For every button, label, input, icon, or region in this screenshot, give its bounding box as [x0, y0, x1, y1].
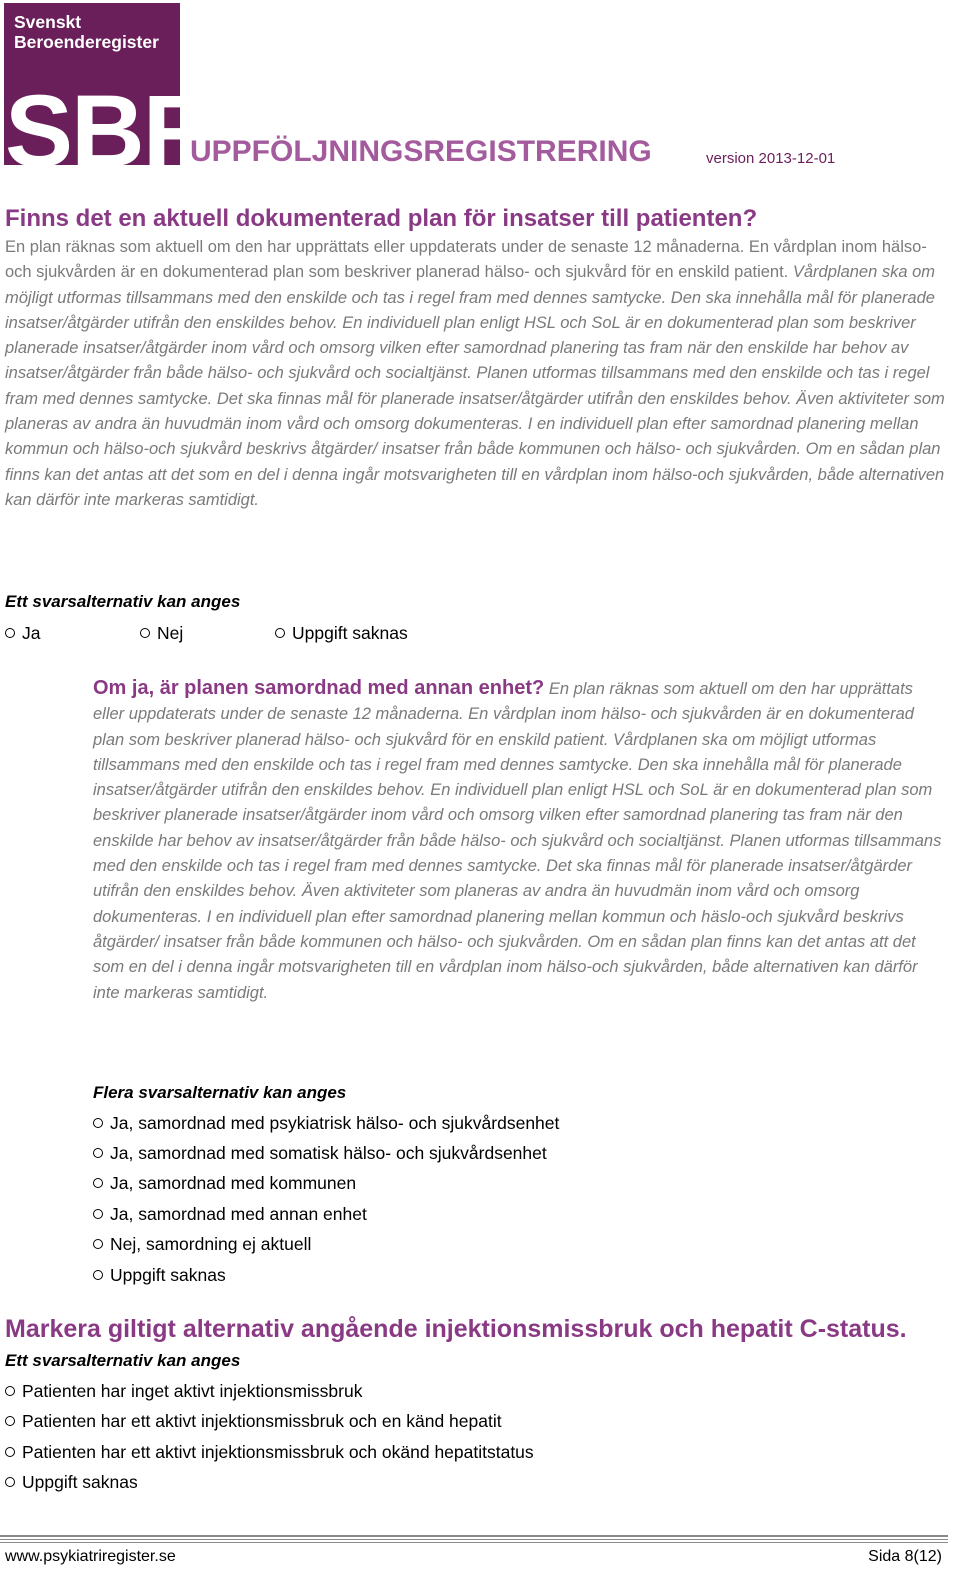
question-2-heading: Om ja, är planen samordnad med annan enhet? [93, 677, 545, 699]
question-1-option-ja[interactable] [5, 622, 40, 644]
question-3-option-kand-hepatit[interactable] [5, 1410, 502, 1432]
question-1-option-nej[interactable] [140, 622, 183, 644]
option-label: Ja, samordnad med psykiatrisk hälso- och sjukvårdsenhet [110, 1112, 560, 1133]
question-1-option-uppgift-saknas[interactable] [275, 622, 408, 644]
option-label: Nej [157, 622, 184, 643]
question-1-heading: Finns det en aktuell dokumenterad plan för insatser till patienten? [5, 205, 758, 232]
question-1-answer-label: Ett svarsalternativ kan anges [5, 592, 241, 611]
option-label: Patienten har inget aktivt injektionsmissbruk [22, 1380, 363, 1401]
radio-circle-icon[interactable] [5, 1416, 15, 1426]
checkbox-circle-icon[interactable] [93, 1209, 103, 1219]
checkbox-circle-icon[interactable] [93, 1178, 103, 1188]
question-3-option-uppgift-saknas[interactable] [5, 1471, 138, 1493]
question-2-option-somatisk[interactable] [93, 1142, 547, 1164]
question-3-answer-label: Ett svarsalternativ kan anges [5, 1351, 241, 1370]
checkbox-circle-icon[interactable] [93, 1239, 103, 1249]
question-2-option-psykiatrisk[interactable] [93, 1112, 559, 1134]
question-1-help-plain: En plan räknas som aktuell om den har upprättats eller uppdaterats under de senaste 12 månaderna. En vårdplan inom hälso- och sjukvården är en dokumenterad plan som beskriver planerad hälso- och sjukvård för en enskild patient. [5, 238, 927, 282]
question-2-block [93, 676, 948, 1006]
radio-circle-icon[interactable] [5, 1386, 15, 1396]
option-label: Patienten har ett aktivt injektionsmissbruk och en känd hepatit [22, 1410, 502, 1431]
sbr-logo [4, 3, 215, 188]
logo-line-1: Svenskt [14, 12, 82, 32]
document-version: version 2013-12-01 [706, 150, 836, 167]
radio-circle-icon[interactable] [140, 628, 150, 638]
option-label: Uppgift saknas [292, 622, 408, 643]
checkbox-circle-icon[interactable] [93, 1148, 103, 1158]
checkbox-circle-icon[interactable] [93, 1118, 103, 1128]
option-label: Ja, samordnad med somatisk hälso- och sjukvårdsenhet [110, 1142, 547, 1163]
option-label: Ja, samordnad med annan enhet [110, 1203, 367, 1224]
option-label: Nej, samordning ej aktuell [110, 1233, 312, 1254]
question-2-option-annan-enhet[interactable] [93, 1203, 367, 1225]
question-2-help-text: En plan räknas som aktuell om den har upprättats eller uppdaterats under de senaste 12 månaderna. En vårdplan inom hälso- och sjukvården är en dokumenterad plan som beskriver planerad hälso- och sjukvård för en enskild patient. Vårdplanen ska om möjligt utformas tillsammans med den enskilde och tas i regel fram med dennes samtycke. Den ska innehålla mål för planerade insatser/åtgärder utifrån den enskildes behov. En individuell plan enligt HSL och SoL är en dokumenterad plan som beskriver planerade insatser/åtgärder inom vård och omsorg vilken efter samordnad planering tas fram när den enskilde har behov av insatser/åtgärder från både hälso- och sjukvård och socialtjänst. Planen utformas tillsammans med den enskilde och tas i regel fram med dennes samtycke. Det ska finnas mål för planerade insatser/åtgärder utifrån den enskildes behov. Även aktiviteter som planeras av andra än huvudmän inom vård och omsorg dokumenteras. I en individuell plan efter samordnad planering mellan kommun och häslo-och sjukvård beskrivs åtgärder/ insatser från både kommunen och hälso- och sjukvården. Om en sådan plan finns kan det antas att det som en del i denna ingår motsvarigheten till en vårdplan inom hälso-och sjukvården, både alternativen kan därför inte markeras samtidigt. [93, 680, 942, 1002]
logo-line-2: Beroenderegister [14, 32, 159, 52]
radio-circle-icon[interactable] [5, 1447, 15, 1457]
logo-acronym: SBR [5, 74, 215, 188]
footer-page-number: Sida 8(12) [868, 1548, 942, 1565]
question-2-option-ej-aktuell[interactable] [93, 1233, 311, 1255]
radio-circle-icon[interactable] [5, 1477, 15, 1487]
option-label: Ja, samordnad med kommunen [110, 1172, 357, 1193]
radio-circle-icon[interactable] [275, 628, 285, 638]
question-3-option-okand-hepatitstatus[interactable] [5, 1441, 534, 1463]
document-title: UPPFÖLJNINGSREGISTRERING [190, 135, 652, 168]
option-label: Uppgift saknas [22, 1471, 138, 1492]
question-3-option-inget-aktivt[interactable] [5, 1380, 362, 1402]
radio-circle-icon[interactable] [5, 628, 15, 638]
footer-url: www.psykiatriregister.se [5, 1548, 176, 1565]
question-1-help-text [5, 235, 945, 513]
option-label: Uppgift saknas [110, 1264, 226, 1285]
question-2-option-uppgift-saknas[interactable] [93, 1264, 226, 1286]
footer-divider [0, 1535, 948, 1543]
question-3-heading: Markera giltigt alternativ angående injektionsmissbruk och hepatit C-status. [5, 1315, 907, 1343]
checkbox-circle-icon[interactable] [93, 1270, 103, 1280]
option-label: Patienten har ett aktivt injektionsmissbruk och okänd hepatitstatus [22, 1441, 534, 1462]
question-2-option-kommunen[interactable] [93, 1172, 356, 1194]
question-2-answer-label: Flera svarsalternativ kan anges [93, 1083, 347, 1102]
question-1-help-italic: Vårdplanen ska om möjligt utformas tillsammans med den enskilde och tas i regel fram med dennes samtycke. Den ska innehålla mål för planerade insatser/åtgärder utifrån den enskildes behov. En individuell plan enligt HSL och SoL är en dokumenterad plan som beskriver planerade insatser/åtgärder inom vård och omsorg vilken efter samordnad planering tas fram när den enskilde har behov av insatser/åtgärder från både hälso- och sjukvård och socialtjänst. Planen utformas tillsammans med den enskilde och tas i regel fram med dennes samtycke. Det ska finnas mål för planerade insatser/åtgärder utifrån den enskildes behov. Även aktiviteter som planeras av andra än huvudmän inom vård och omsorg dokumenteras. I en individuell plan efter samordnad planering mellan kommun och hälso-och sjukvård beskrivs åtgärder/ insatser från både kommunen och hälso- och sjukvården. Om en sådan plan finns kan det antas att det som en del i denna ingår motsvarigheten till en vårdplan inom hälso-och sjukvården, både alternativen kan därför inte markeras samtidigt. [5, 263, 945, 509]
option-label: Ja [22, 622, 41, 643]
